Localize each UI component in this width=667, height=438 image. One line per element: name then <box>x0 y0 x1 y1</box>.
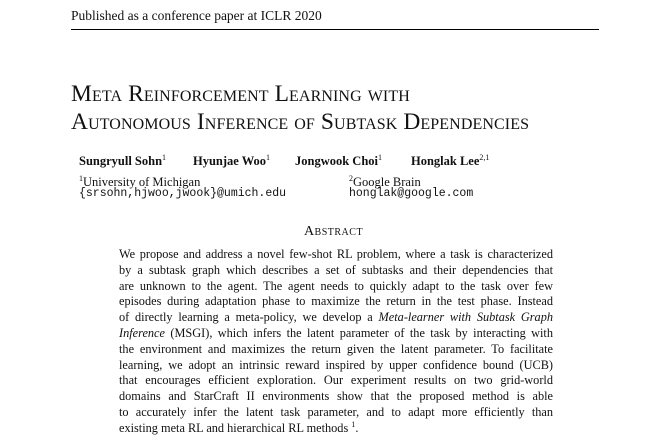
abstract-line: the environment and maximizes the return given the latent parameter. To facilitate <box>119 341 553 356</box>
author-affil-mark: 1 <box>162 153 167 162</box>
title-line-2: Autonomous Inference of Subtask Dependencies <box>71 109 530 135</box>
author-affil-mark: 1 <box>266 153 271 162</box>
email-2: honglak@google.com <box>349 187 474 200</box>
running-header: Published as a conference paper at ICLR 2020 <box>71 8 322 23</box>
author-2 <box>193 153 270 169</box>
abstract-line <box>119 310 553 326</box>
abstract-line: episodes during adaptation phase to maximize the return in the test phase. Instead <box>119 294 553 309</box>
abstract-line: that encourages efficient exploration. Our experiment results on two grid-world <box>119 373 553 388</box>
abstract-line: are unknown to the agent. The agent needs to quickly adapt to the task over few <box>119 278 553 293</box>
affiliation-mark: 2 <box>349 174 353 183</box>
paper-title <box>71 80 529 136</box>
abstract-text: existing meta RL and hierarchical RL methods <box>119 420 349 435</box>
abstract-body <box>119 247 553 437</box>
affiliation-name: University of Michigan <box>83 175 201 189</box>
title-line-1: Meta Reinforcement Learning with <box>71 81 410 107</box>
author-affil-mark: 1 <box>378 153 383 162</box>
author-name: Honglak Lee <box>411 154 480 168</box>
abstract-heading: Abstract <box>303 224 364 239</box>
header-rule <box>71 29 599 30</box>
author-name: Hyunjae Woo <box>193 154 267 168</box>
author-3 <box>295 153 382 169</box>
affiliation-mark: 1 <box>79 174 83 183</box>
author-1 <box>79 153 166 169</box>
italic-term: Meta-learner with Subtask Graph <box>378 310 554 325</box>
footnote-mark[interactable]: 1 <box>351 419 356 429</box>
end-punctuation: . <box>355 420 359 435</box>
abstract-line: We propose and address a novel few-shot RL problem, where a task is characterized <box>119 247 553 261</box>
abstract-line <box>119 421 553 437</box>
abstract-text: of directly learning a meta-policy, we develop a <box>119 310 373 325</box>
author-4 <box>411 153 489 169</box>
abstract-text: (MSGI), which infers the latent parameter of the task by interacting with <box>170 325 553 340</box>
email-1: {srsohn,hjwoo,jwook}@umich.edu <box>79 187 287 200</box>
abstract-line: to accurately infer the latent task parameter, and to adapt more efficiently than <box>119 404 553 419</box>
author-affil-mark: 2,1 <box>479 153 490 162</box>
author-name: Jongwook Choi <box>295 154 379 168</box>
affiliation-name: Google Brain <box>353 175 421 189</box>
abstract-line: domains and StarCraft II environments show that the proposed method is able <box>119 389 553 404</box>
author-name: Sungryull Sohn <box>79 154 163 168</box>
abstract-line: learning, we adopt an intrinsic reward inspired by upper confidence bound (UCB) <box>119 357 553 372</box>
abstract-line: by a subtask graph which describes a set of subtasks and their dependencies that <box>119 262 553 277</box>
italic-term: Inference <box>119 325 165 340</box>
abstract-line <box>119 326 553 342</box>
